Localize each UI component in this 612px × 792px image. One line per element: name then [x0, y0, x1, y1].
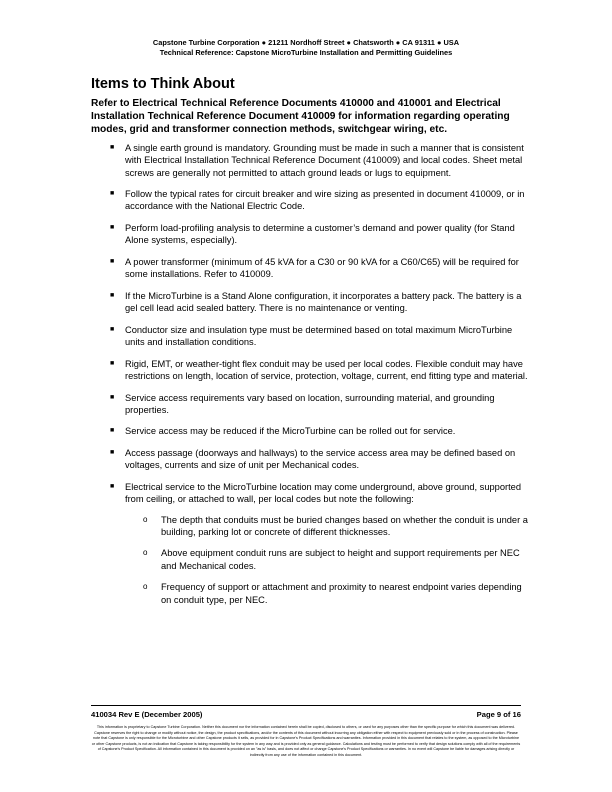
- circle-bullet-icon: o: [143, 582, 148, 592]
- list-item: [91, 425, 531, 437]
- square-bullet-icon: ■: [110, 190, 115, 198]
- square-bullet-icon: ■: [110, 449, 115, 457]
- square-bullet-icon: ■: [110, 291, 115, 299]
- list-item: [91, 481, 531, 606]
- list-item: [91, 142, 531, 179]
- list-item: [91, 358, 531, 383]
- section-intro: Refer to Electrical Technical Reference Documents 410000 and 410001 and Electrical Installation Technical Reference Document 410009 for information regarding operating modes, grid and transformer connection methods, switchgear wiring, etc.: [91, 98, 510, 135]
- list-item-text: A single earth ground is mandatory. Grounding must be made in such a manner that is consistent with Electrical Installation Technical Reference Document (410009) and local codes. Sheet metal screws are generally not permitted to attach ground leads or lugs to equipment.: [125, 143, 524, 178]
- bullet-list: [91, 142, 531, 615]
- section-title: Items to Think About: [91, 76, 235, 92]
- list-item-text: Electrical service to the MicroTurbine location may come underground, above ground, supported from ceiling, or attached to wall, per local codes but note the following:: [125, 481, 522, 505]
- list-item-text: Conductor size and insulation type must be determined based on total maximum MicroTurbine units and installation conditions.: [125, 324, 513, 348]
- list-item-text: Service access may be reduced if the MicroTurbine can be rolled out for service.: [125, 426, 456, 437]
- list-item: [91, 188, 531, 213]
- sub-list-item: [125, 547, 531, 572]
- list-item-text: A power transformer (minimum of 45 kVA for a C30 or 90 kVA for a C60/C65) will be required for some installations. Refer to 410009.: [125, 256, 519, 280]
- sub-list-item-text: Above equipment conduit runs are subject to height and support requirements per NEC and Mechanical codes.: [161, 548, 520, 571]
- footer-divider: [91, 705, 521, 706]
- list-item-text: If the MicroTurbine is a Stand Alone configuration, it incorporates a battery pack. The battery is a gel cell lead acid sealed battery. There is no maintenance or venting.: [125, 290, 522, 314]
- list-item-text: Rigid, EMT, or weather-tight flex conduit may be used per local codes. Flexible conduit may have restrictions on length, location of service, protection, voltage, current, end fitting type and material.: [125, 358, 528, 381]
- list-item: [91, 290, 531, 315]
- footer-disclaimer: This information is proprietary to Capstone Turbine Corporation. Neither this document nor the information contained herein shall be copied, disclosed to others, or used for any purposes other than the specific purpose for which this document was delivered. Capstone reserves the right to change or modify without notice, the design, the product specifications, and/or the contents of this document without incurring any obligation either with respect to equipment previously sold or in the process of construction. Please note that Capstone is only responsible for the Microturbine and other Capstone products it sells, as provided for in Capstone's Product Specifications and warranties. Information provided in this document that relates to the system, as opposed to the Microturbine or other Capstone products, is not an indication that Capstone is taking responsibility for the system in any way and is provided only as general guidance. Calculations and testing must be performed to verify that design solutions comply with all of the requirements of Capstone's Product Specification. All information contained in this document is provided on an "as is" basis, and does not affect or change Capstone's Product Specifications or warranties. In no event will Capstone be liable for damages arising directly or indirectly from any use of the information contained in this document.: [91, 725, 521, 757]
- square-bullet-icon: ■: [110, 144, 115, 151]
- circle-bullet-icon: o: [143, 548, 148, 558]
- square-bullet-icon: ■: [110, 257, 115, 265]
- header-doc-title: Technical Reference: Capstone MicroTurbine Installation and Permitting Guidelines: [159, 48, 453, 57]
- footer-doc-number: 410034 Rev E (December 2005): [91, 710, 203, 719]
- square-bullet-icon: ■: [110, 325, 115, 333]
- header-address: Capstone Turbine Corporation ● 21211 Nordhoff Street ● Chatsworth ● CA 91311 ● USA: [152, 38, 460, 47]
- circle-bullet-icon: o: [143, 514, 148, 524]
- sub-list-item: [125, 514, 531, 539]
- footer-page-number: Page 9 of 16: [476, 710, 521, 719]
- sub-list-item-text: The depth that conduits must be buried changes based on whether the conduit is under a building, parking lot or concrete of different thicknesses.: [161, 514, 528, 537]
- square-bullet-icon: ■: [110, 393, 115, 401]
- list-item: [91, 392, 531, 417]
- square-bullet-icon: ■: [110, 224, 115, 232]
- square-bullet-icon: ■: [110, 482, 115, 490]
- list-item: [91, 222, 531, 247]
- page-header: [0, 38, 612, 58]
- list-item: [91, 324, 531, 349]
- list-item-text: Follow the typical rates for circuit breaker and wire sizing as presented in document 410009, or in accordance with the National Electric Code.: [125, 189, 525, 212]
- list-item-text: Access passage (doorways and hallways) to the service access area may be defined based on voltages, currents and size of unit per Mechanical codes.: [125, 448, 516, 471]
- sub-list-item: [125, 581, 531, 606]
- list-item-text: Perform load-profiling analysis to determine a customer’s demand and power quality (for Stand Alone systems, especially).: [125, 223, 515, 246]
- square-bullet-icon: ■: [110, 359, 115, 367]
- list-item-text: Service access requirements vary based on location, surrounding material, and grounding properties.: [125, 392, 495, 415]
- list-item: [91, 256, 531, 281]
- sub-list-item-text: Frequency of support or attachment and proximity to nearest endpoint varies depending on conduit type, per NEC.: [161, 582, 522, 605]
- list-item: [91, 447, 531, 472]
- sub-bullet-list: [125, 514, 531, 607]
- square-bullet-icon: ■: [110, 427, 115, 435]
